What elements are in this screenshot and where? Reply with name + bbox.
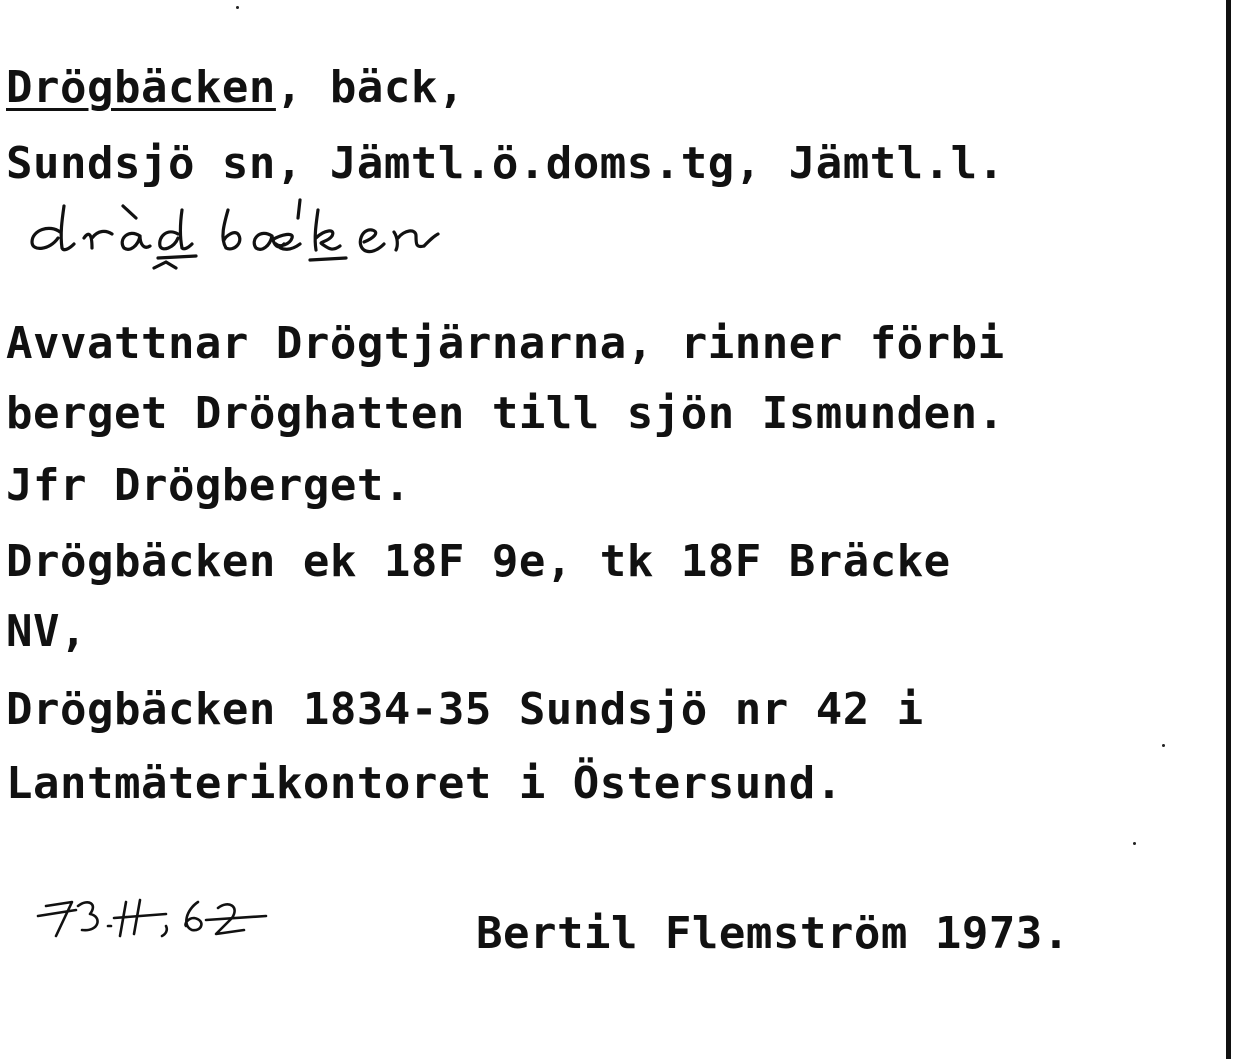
scan-speck <box>1133 842 1136 845</box>
description-line: Jfr Drögberget. <box>6 460 411 511</box>
description-line: berget Dröghatten till sjön Ismunden. <box>6 388 1005 439</box>
source-line: Drögbäcken 1834-35 Sundsjö nr 42 i <box>6 684 924 735</box>
signature: Bertil Flemström 1973. <box>476 908 1070 959</box>
card-edge-line <box>1226 0 1231 1059</box>
scan-speck <box>1162 744 1165 747</box>
handwritten-pronunciation <box>20 188 620 278</box>
scan-speck <box>236 6 239 9</box>
place-name: Drögbäcken <box>6 62 276 113</box>
card-heading <box>6 62 465 113</box>
description-line: Avvattnar Drögtjärnarna, rinner förbi <box>6 318 1005 369</box>
map-reference-line: Drögbäcken ek 18F 9e, tk 18F Bräcke <box>6 536 951 587</box>
map-reference-line: NV, <box>6 606 87 657</box>
location-line: Sundsjö sn, Jämtl.ö.doms.tg, Jämtl.l. <box>6 138 1005 189</box>
place-type: , bäck, <box>275 62 465 113</box>
handwritten-date <box>16 886 276 946</box>
source-line: Lantmäterikontoret i Östersund. <box>6 758 843 809</box>
